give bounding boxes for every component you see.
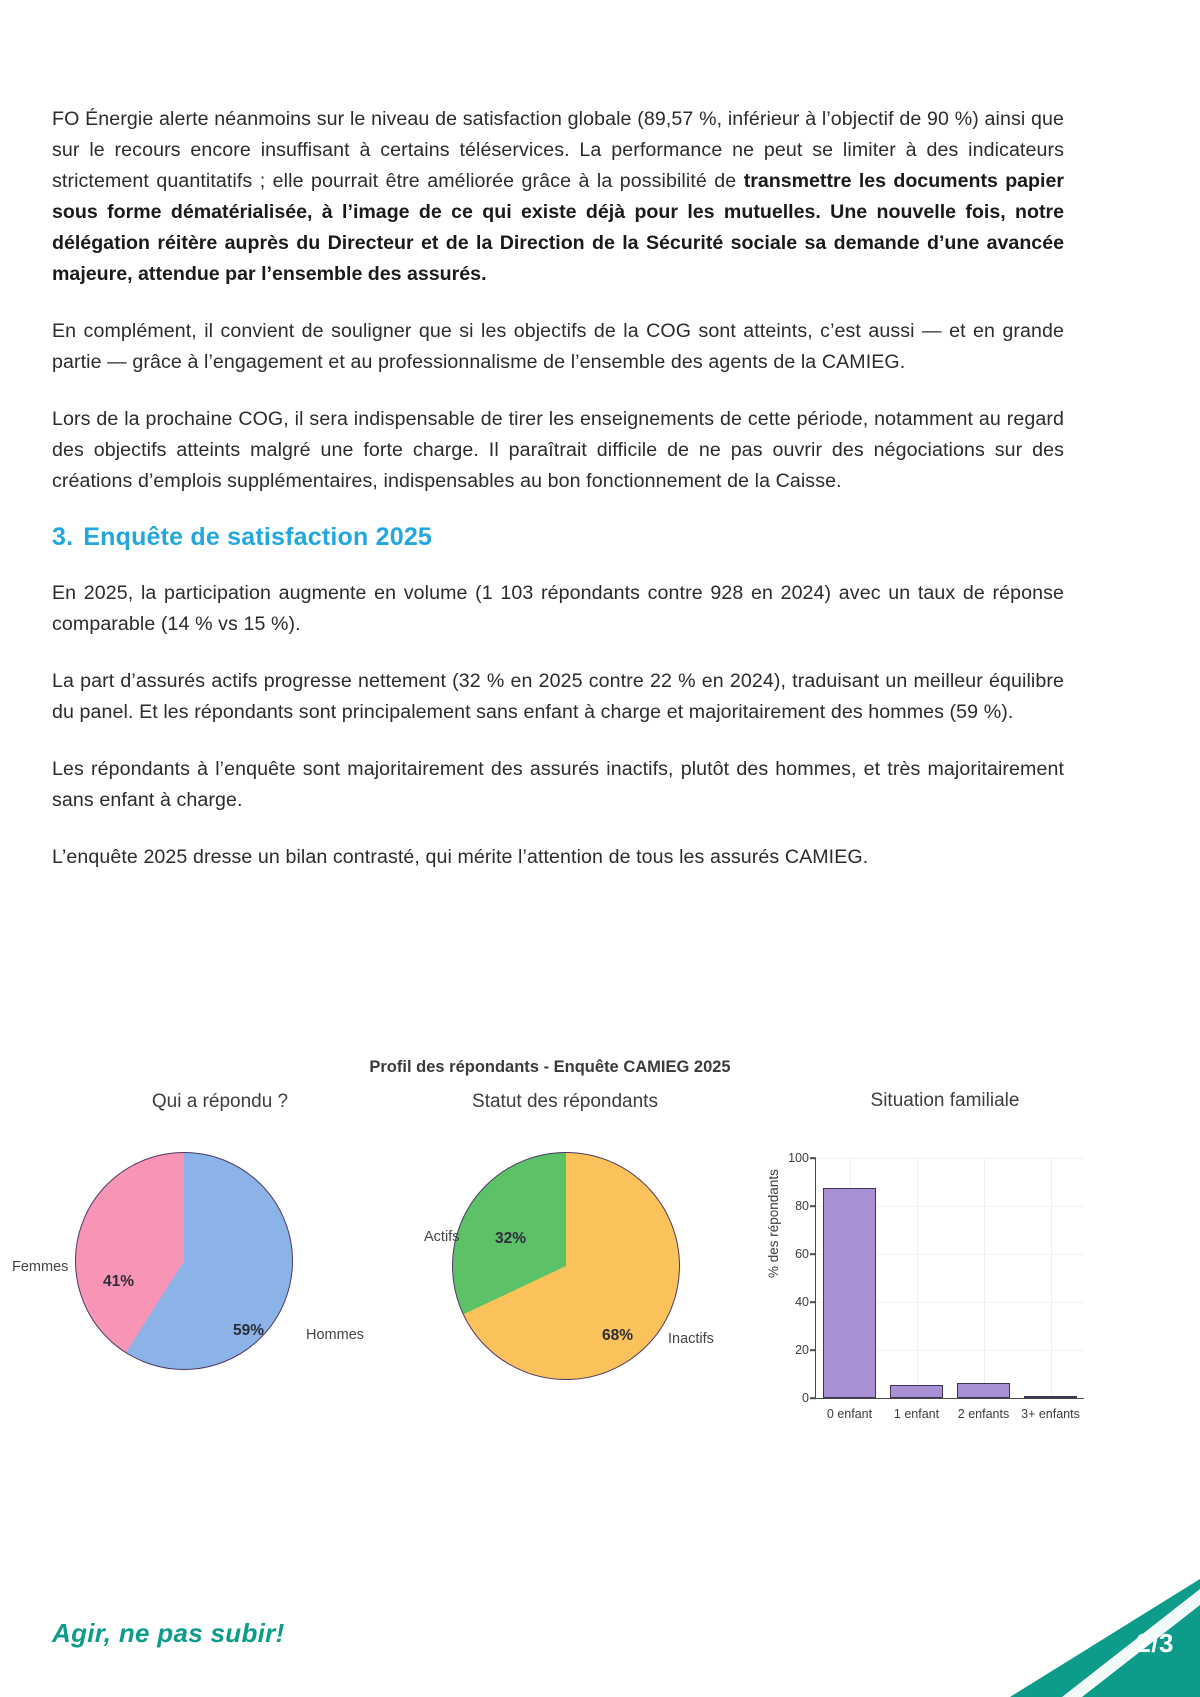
pie1-label-hommes: Hommes [306, 1327, 365, 1343]
y-tickmark [810, 1301, 816, 1303]
paragraph-5 [52, 666, 1064, 728]
paragraph-1-text-regular: FO Énergie alerte néanmoins sur le niveau de satisfaction globale (89,57 %, inférieur à l’objectif de 90 %) ainsi que sur le recours encore insuffisant à certains téléservices. La performance ne peut se limiter à des indicateurs strictement quantitatifs ; elle pourrait être améliorée grâce à la possibilité de [52, 108, 1064, 192]
y-tickmark [810, 1157, 816, 1159]
document-body [52, 104, 1064, 873]
paragraph-7 [52, 842, 1064, 873]
paragraph-6 [52, 754, 1064, 816]
x-tick-label: 0 enfant [826, 1407, 873, 1421]
paragraph-1-text-bold: transmettre les documents papier sous forme dématérialisée, à l’image de ce qui existe déjà pour les mutuelles. Une nouvelle fois, notre délégation réitère auprès du Directeur et de la Direction de la Sécurité sociale sa demande d’une avancée majeure, attendue par l’ensemble des assurés. [52, 170, 1064, 285]
footer-slogan: Agir, ne pas subir! [52, 1618, 285, 1648]
bar-chart-situation-familiale [760, 1090, 1100, 1440]
x-tick-label: 2 enfants [957, 1407, 1010, 1421]
bar-0-enfant [823, 1188, 876, 1398]
paragraph-6-text: Les répondants à l’enquête sont majoritairement des assurés inactifs, plutôt des hommes, et très majoritairement sans enfant à charge. [52, 758, 1064, 811]
bar-1-enfant [890, 1385, 943, 1398]
paragraph-1 [52, 104, 1064, 290]
pie1-value-hommes: 59% [233, 1322, 265, 1339]
pie1-label-femmes: Femmes [12, 1259, 69, 1275]
y-tick-label: 100 [788, 1151, 809, 1165]
figure-profil-repondants [0, 1035, 1200, 1455]
paragraph-4 [52, 578, 1064, 640]
y-tick-label: 20 [795, 1343, 809, 1357]
gridline-v [984, 1158, 985, 1398]
y-tickmark [810, 1253, 816, 1255]
paragraph-2-text: En complément, il convient de souligner que si les objectifs de la COG sont atteints, c’est aussi — et en grande partie — grâce à l’engagement et au professionnalisme de l’ensemble des agents de la CAMIEG. [52, 320, 1064, 373]
gridline-v [917, 1158, 918, 1398]
section-heading-number: 3. [52, 523, 74, 551]
section-heading-3 [52, 523, 1064, 552]
y-tick-label: 0 [802, 1391, 809, 1405]
y-tickmark [810, 1205, 816, 1207]
pie2-title: Statut des répondants [472, 1091, 658, 1112]
y-tick-label: 60 [795, 1247, 809, 1261]
bar-chart-plot-area [788, 1151, 1084, 1421]
pie1-title: Qui a répondu ? [151, 1091, 289, 1112]
bar-3plus-enfants [1024, 1396, 1077, 1398]
bar-2-enfants [957, 1383, 1010, 1398]
paragraph-2 [52, 316, 1064, 378]
x-tick-label: 1 enfant [893, 1407, 940, 1421]
paragraph-5-text: La part d’assurés actifs progresse nettement (32 % en 2025 contre 22 % en 2024), traduisant un meilleur équilibre du panel. Et les répondants sont principalement sans enfant à charge et majoritairement des hommes (59 %). [52, 670, 1064, 723]
gridline-v [1051, 1158, 1052, 1398]
paragraph-3 [52, 404, 1064, 497]
figure-suptitle: Profil des répondants - Enquête CAMIEG 2025 [369, 1058, 731, 1076]
section-heading-title: Enquête de satisfaction 2025 [83, 523, 433, 551]
pie1-value-femmes: 41% [103, 1273, 135, 1290]
paragraph-3-text: Lors de la prochaine COG, il sera indispensable de tirer les enseignements de cette période, notamment au regard des objectifs atteints malgré une forte charge. Il paraîtrait difficile de ne pas ouvrir des négociations sur des créations d’emplois supplémentaires, indispensables au bon fonctionnement de la Caisse. [52, 408, 1064, 492]
paragraph-7-text: L’enquête 2025 dresse un bilan contrasté, qui mérite l’attention de tous les assurés CAMIEG. [52, 846, 869, 868]
paragraph-4-text: En 2025, la participation augmente en volume (1 103 répondants contre 928 en 2024) avec un taux de réponse comparable (14 % vs 15 %). [52, 582, 1064, 635]
page-number: 2/3 [1136, 1628, 1174, 1658]
y-tick-label: 80 [795, 1199, 809, 1213]
y-tick-label: 40 [795, 1295, 809, 1309]
pie2-label-inactifs: Inactifs [668, 1331, 714, 1347]
gridline-h [816, 1158, 1084, 1159]
pie2-label-actifs: Actifs [424, 1229, 460, 1245]
pie-chart-statut-repondants [452, 1152, 680, 1380]
y-tickmark [810, 1349, 816, 1351]
y-tickmark [810, 1397, 816, 1399]
pie2-value-inactifs: 68% [602, 1327, 634, 1344]
pie2-value-actifs: 32% [495, 1230, 527, 1247]
bar-chart-title: Situation familiale [870, 1090, 1020, 1111]
bar-chart-ylabel: % des répondants [766, 1169, 781, 1278]
x-tick-label: 3+ enfants [1021, 1407, 1080, 1421]
